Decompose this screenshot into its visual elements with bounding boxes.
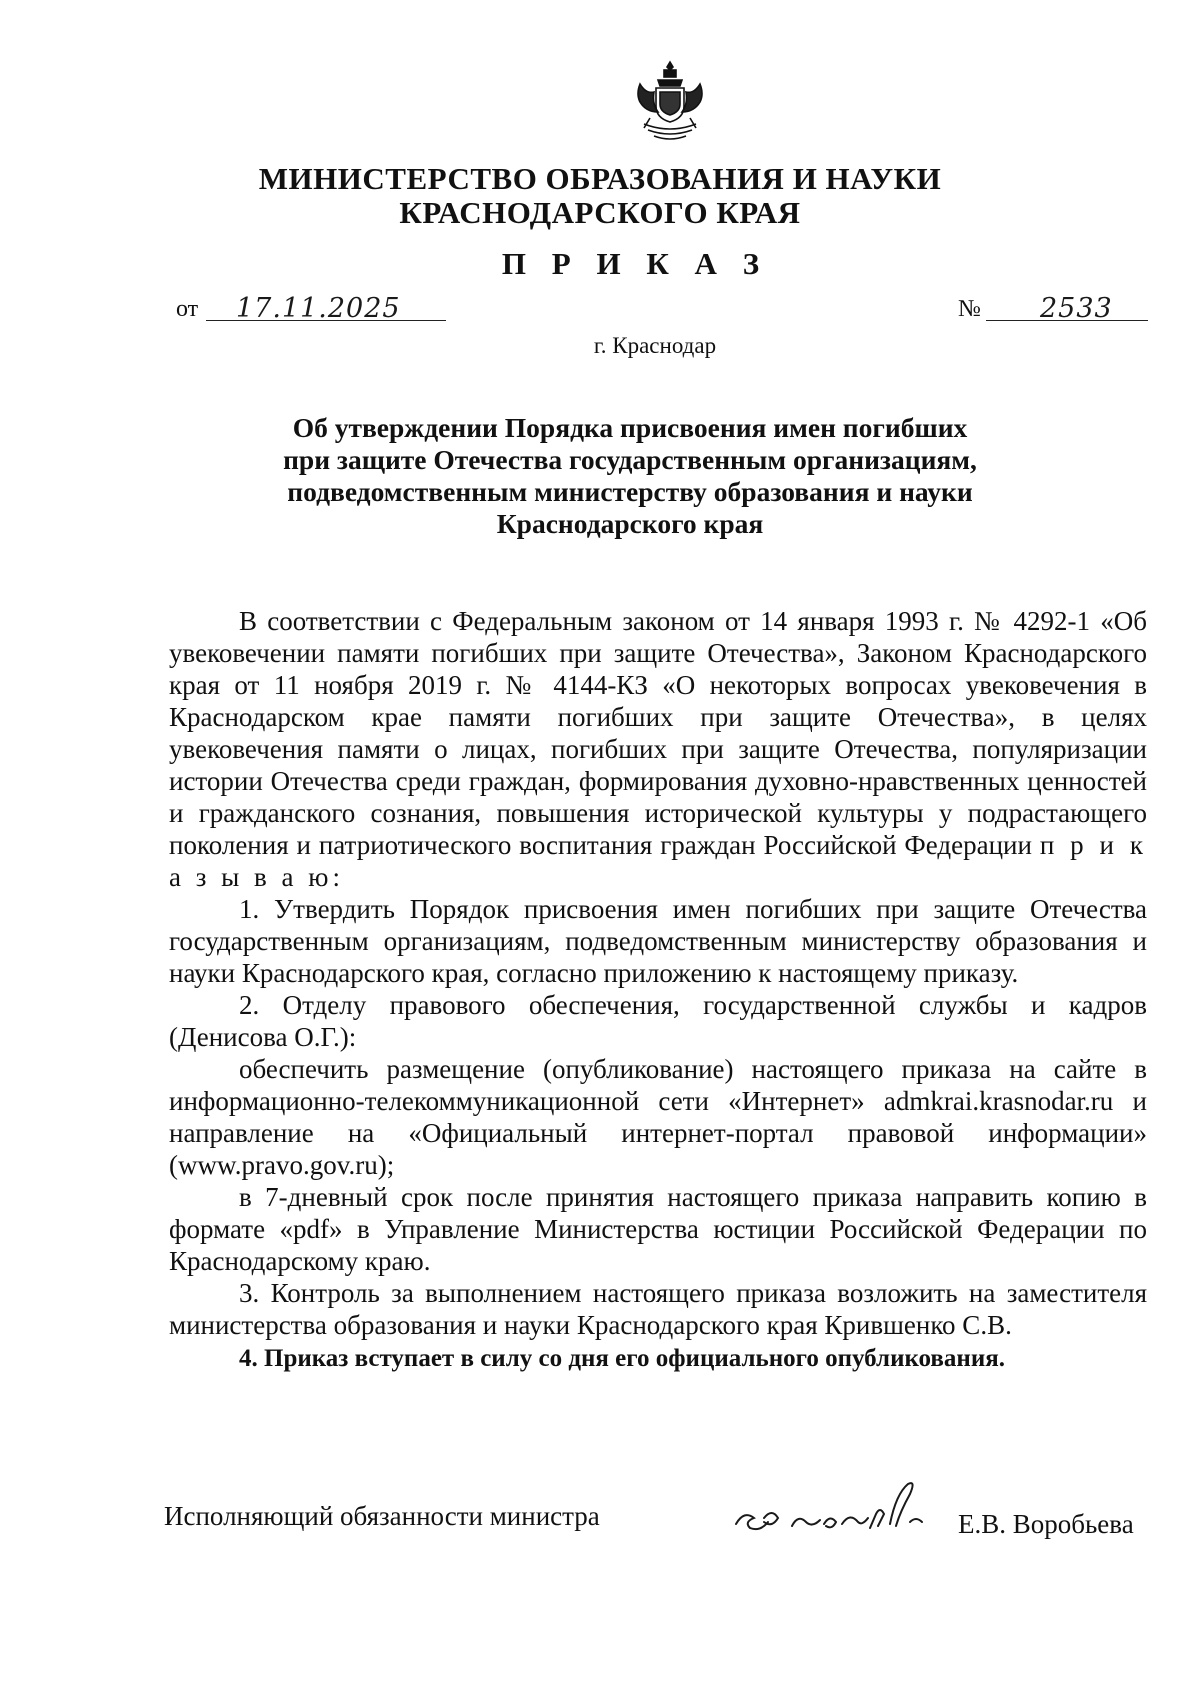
item-1: 1. Утвердить Порядок присвоения имен погибших при защите Отечества государственным организациям, подведомственным министерству образования и науки Краснодарского края, согласно приложению к настоящему приказу. [169, 894, 1147, 988]
ministry-name-line2: КРАСНОДАРСКОГО КРАЯ [399, 195, 801, 230]
date-prefix: от [176, 296, 199, 322]
item-4-text: 4. Приказ вступает в силу со дня его официального опубликования. [239, 1345, 1006, 1372]
item-3: 3. Контроль за выполнением настоящего приказа возложить на заместителя министерства образования и науки Краснодарского края Крившенко С.В. [169, 1278, 1147, 1340]
order-subject [200, 412, 1060, 540]
order-word: п р и к а з ы в а ю: [169, 830, 1147, 892]
item-4 [169, 1341, 1147, 1375]
signatory-position: Исполняющий обязанности министра [164, 1501, 600, 1531]
ministry-name-line1: МИНИСТЕРСТВО ОБРАЗОВАНИЯ И НАУКИ [258, 161, 942, 196]
order-number: 2533 [1040, 293, 1113, 324]
preamble-text: В соответствии с Федеральным законом от 14 января 1993 г. № 4292-1 «Об увековечении памяти погибших при защите Отечества», Законом Краснодарского края от 11 ноября 2019 г. № 4144-КЗ «О некоторых вопросах увековечения в Краснодарском крае памяти погибших при защите Отечества», в целях увековечения памяти о лицах, погибших при защите Отечества, популяризации истории Отечества среди граждан, формирования духовно-нравственных ценностей и гражданского сознания, повышения исторической культуры у подрастающего поколения и патриотического воспитания граждан Российской Федерации [169, 606, 1147, 860]
item-2: 2. Отделу правового обеспечения, государственной службы и кадров (Денисова О.Г.): [169, 990, 1147, 1052]
handwritten-signature [730, 1478, 960, 1548]
city: г. Краснодар [593, 333, 717, 358]
coat-of-arms-icon [630, 58, 710, 148]
order-title: П Р И К А З [501, 246, 769, 281]
subject-line: Краснодарского края [496, 508, 764, 539]
preamble-paragraph [169, 605, 1147, 893]
order-date: 17.11.2025 [236, 293, 401, 324]
subject-line: при защите Отечества государственным организациям, [283, 444, 977, 475]
item-2-b: в 7-дневный срок после принятия настоящего приказа направить копию в формате «pdf» в Управление Министерства юстиции Российской Федерации по Краснодарскому краю. [169, 1182, 1147, 1276]
subject-line: Об утверждении Порядка присвоения имен погибших [292, 412, 968, 443]
subject-line: подведомственным министерству образования и науки [287, 476, 973, 507]
signatory-name: Е.В. Воробьева [958, 1509, 1134, 1539]
order-body [169, 605, 1147, 1375]
number-prefix: № [958, 296, 981, 322]
item-2-a: обеспечить размещение (опубликование) настоящего приказа на сайте в информационно-телекоммуникационной сети «Интернет» admkrai.krasnodar.ru и направление на «Официальный интернет-портал правовой информации» (www.pravo.gov.ru); [169, 1054, 1147, 1180]
